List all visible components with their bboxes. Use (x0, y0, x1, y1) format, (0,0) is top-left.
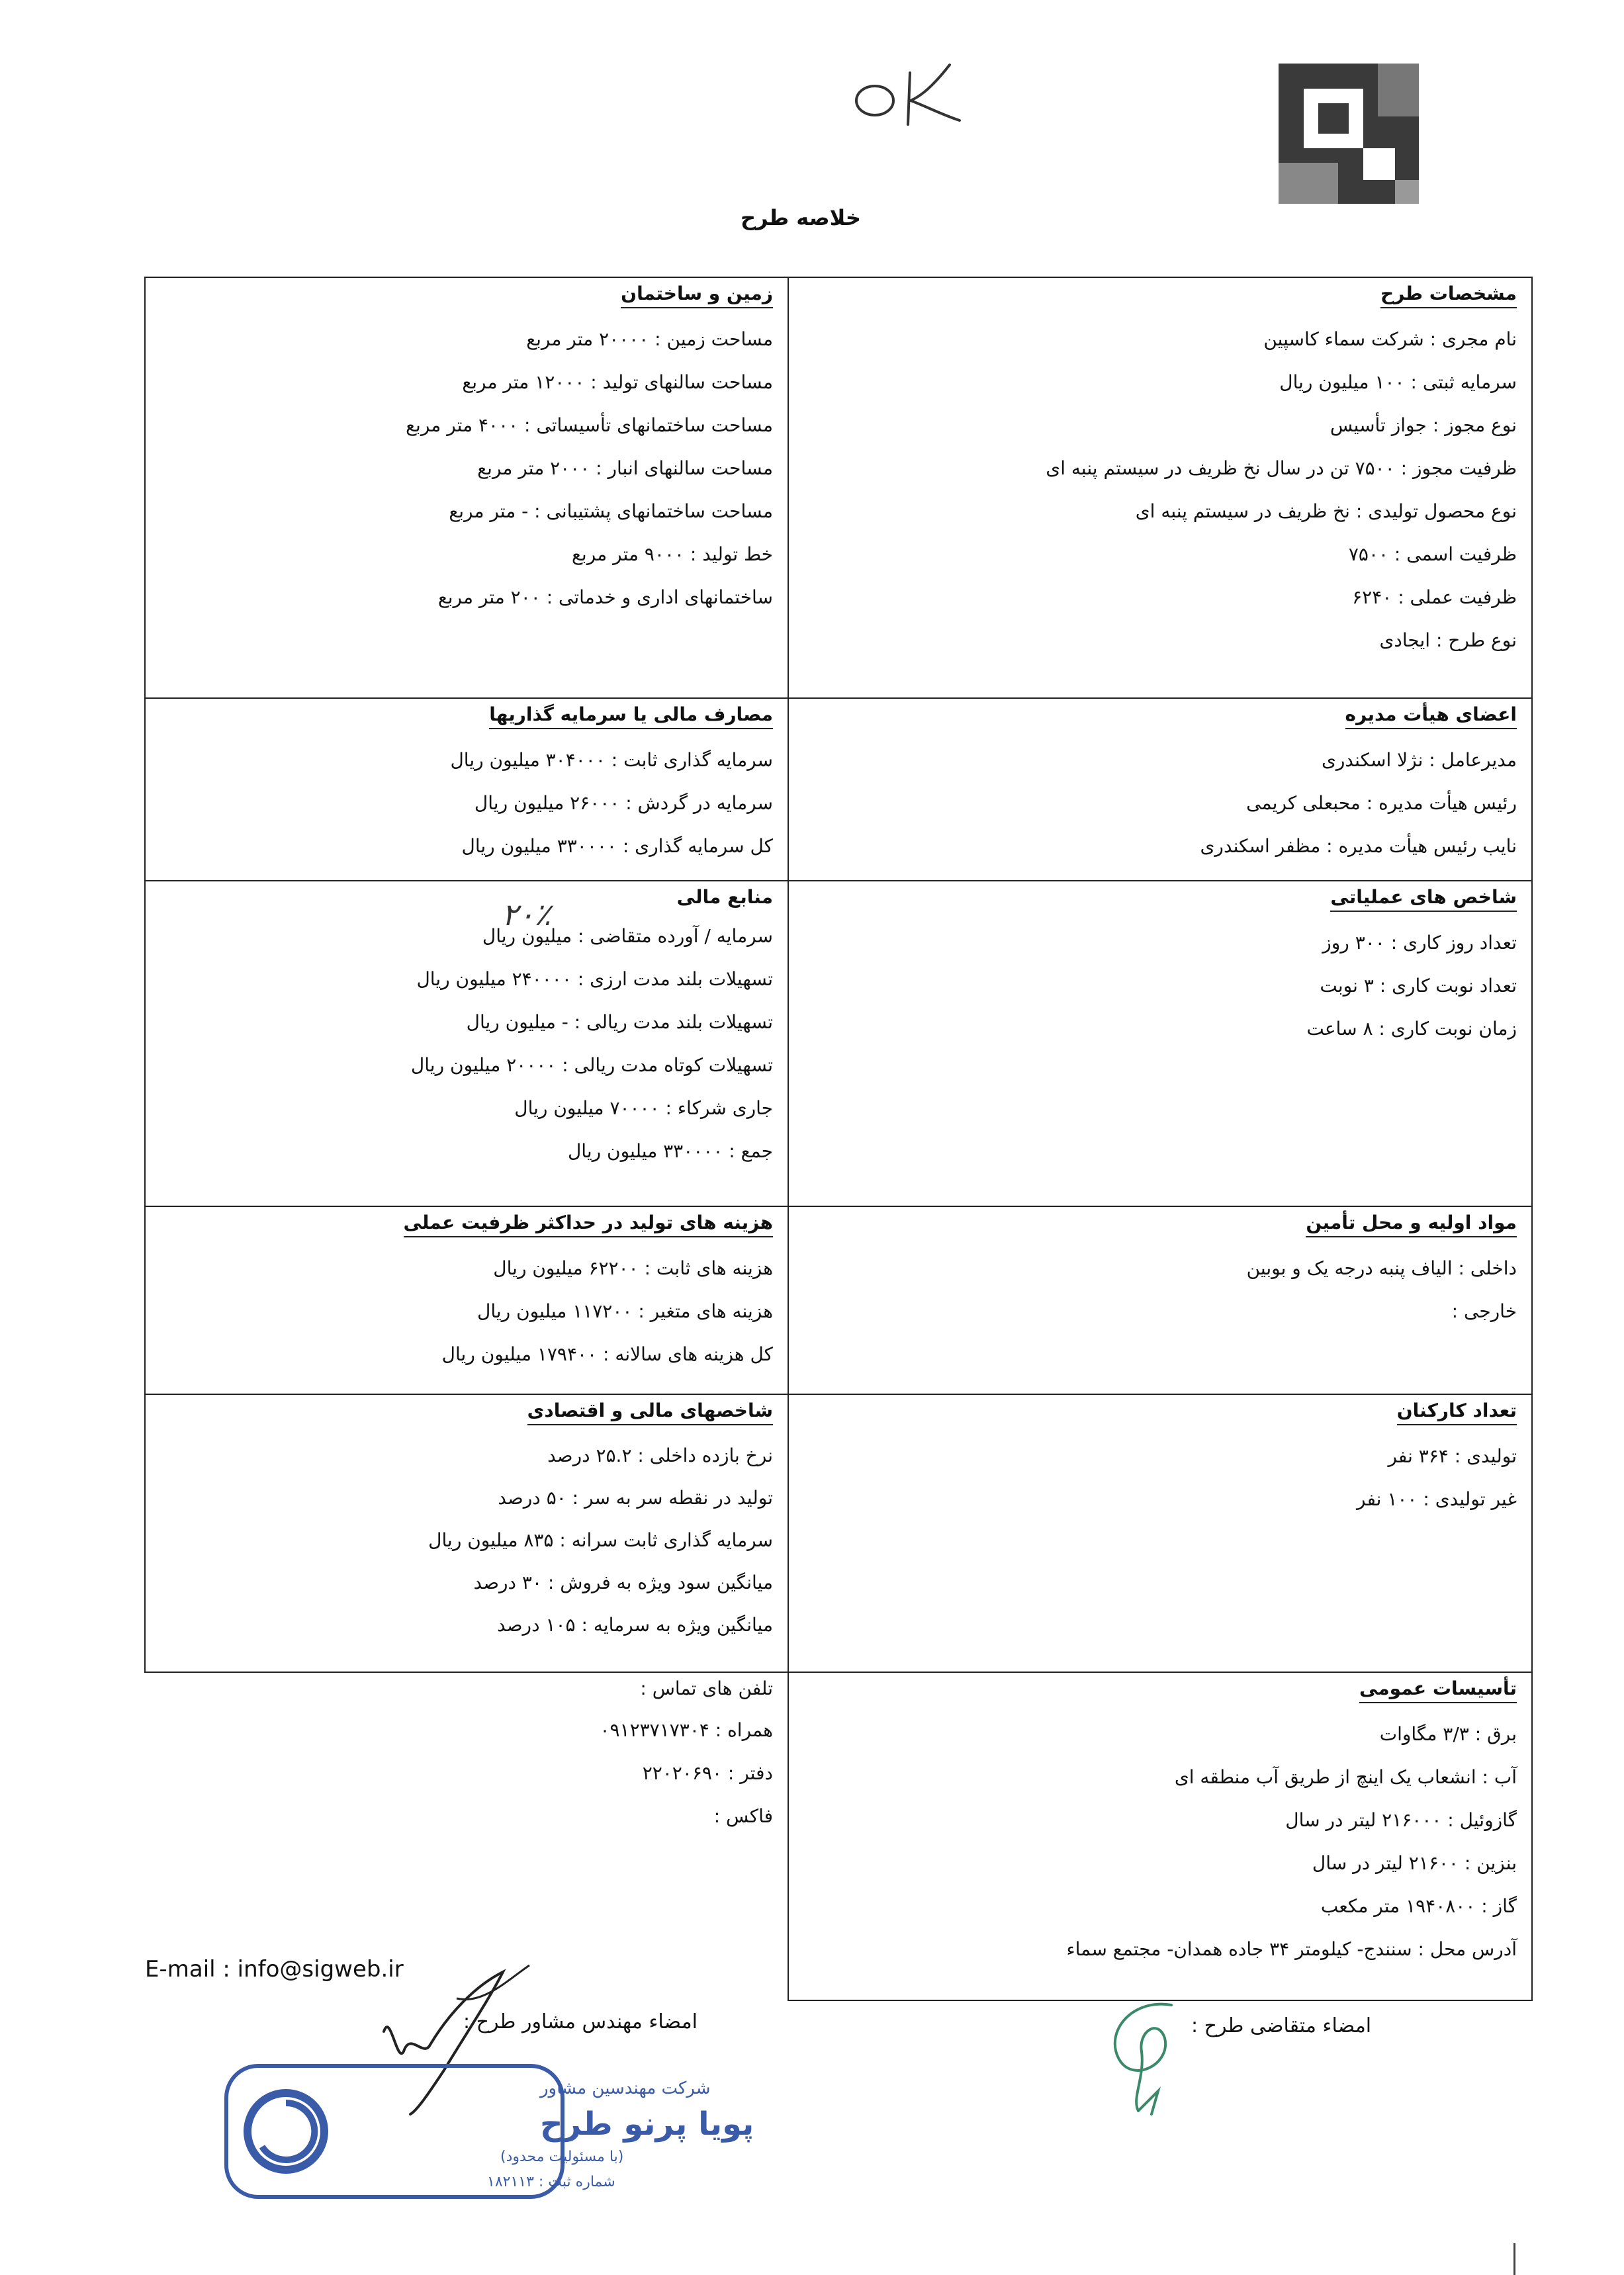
stamp-line-3: (با مسئولیت محدود) (500, 2149, 624, 2165)
utilities-line: آدرس محل : سنندج- کیلومتر ۳۴ جاده همدان- مجتمع سماء (1066, 1938, 1517, 1960)
contacts-cell (145, 1672, 788, 2000)
utilities-cell (788, 1672, 1532, 2000)
stamp-line-1: شرکت مهندسین مشاور (540, 2078, 711, 2098)
funding-heading: منابع مالی (676, 886, 773, 908)
production-costs-heading: هزینه های تولید در حداکثر ظرفیت عملی (404, 1214, 773, 1237)
board-cell (788, 698, 1532, 881)
board-line: رئیس هیأت مدیره : محبعلی کریمی (1246, 792, 1517, 814)
plan-spec-line: ظرفیت اسمی : ۷۵۰۰ (1348, 543, 1517, 565)
handwritten-percent-note (495, 892, 574, 938)
contacts-line: فاکس : (713, 1805, 773, 1827)
financial-indicators-heading: شاخصهای مالی و اقتصادی (527, 1402, 773, 1425)
funding-line: تسهیلات کوتاه مدت ریالی : ۲۰۰۰۰ میلیون ریال (410, 1054, 773, 1076)
utilities-heading: تأسیسات عمومی (1359, 1679, 1517, 1703)
investment-line: سرمایه در گردش : ۲۶۰۰۰ میلیون ریال (474, 792, 773, 814)
utilities-line: برق : ۳/۳ مگاوات (1379, 1723, 1517, 1745)
contacts-line: دفتر : ۲۲۰۲۰۶۹۰ (642, 1762, 773, 1784)
funding-cell (145, 881, 788, 1206)
board-heading: اعضای هیأت مدیره (1345, 705, 1517, 729)
plan-spec-cell (788, 277, 1532, 698)
production-costs-line: کل هزینه های سالانه : ۱۷۹۴۰۰ میلیون ریال (441, 1343, 773, 1365)
plan-spec-line: نوع طرح : ایجادی (1379, 629, 1517, 651)
company-logo (1279, 64, 1419, 204)
handwritten-ok-mark (847, 60, 966, 132)
plan-spec-line: نوع محصول تولیدی : نخ ظریف در سیستم پنبه ای (1135, 500, 1517, 522)
operations-line: زمان نوبت کاری : ۸ ساعت (1306, 1018, 1517, 1040)
email-text: E-mail : info@sigweb.ir (145, 1956, 404, 1983)
land-building-line: مساحت سالنهای انبار : ۲۰۰۰ متر مربع (477, 457, 773, 479)
production-costs-cell (145, 1206, 788, 1394)
applicant-signature-scribble (1092, 1992, 1204, 2118)
plan-summary-table (144, 277, 1533, 2001)
applicant-signature-label: امضاء متقاضی طرح : (1191, 2014, 1372, 2037)
funding-line: جمع : ۳۳۰۰۰۰ میلیون ریال (567, 1140, 773, 1162)
plan-spec-heading: مشخصات طرح (1380, 285, 1517, 308)
plan-spec-line: نوع مجوز : جواز تأسیس (1330, 414, 1517, 436)
land-building-line: ساختمانهای اداری و خدماتی : ۲۰۰ متر مربع (437, 586, 773, 608)
investment-heading: مصارف مالی یا سرمایه گذاریها (489, 705, 773, 729)
utilities-line: بنزین : ۲۱۶۰۰ لیتر در سال (1312, 1852, 1517, 1874)
investment-line: سرمایه گذاری ثابت : ۳۰۴۰۰۰ میلیون ریال (450, 749, 773, 771)
employees-heading: تعداد کارکنان (1397, 1402, 1517, 1425)
stamp-line-2: پویا پرنو طرح (540, 2106, 754, 2143)
financial-indicators-line: تولید در نقطه سر به سر : ۵۰ درصد (498, 1487, 773, 1509)
financial-indicators-line: نرخ بازده داخلی : ۲۵.۲ درصد (547, 1445, 773, 1466)
plan-spec-line: ظرفیت عملی : ۶۲۴۰ (1352, 586, 1517, 608)
employees-line: تولیدی : ۳۶۴ نفر (1388, 1445, 1517, 1467)
stamp-line-4: شماره ثبت : ۱۸۲۱۱۳ (487, 2174, 615, 2190)
investment-cell (145, 698, 788, 881)
utilities-line: گاز : ۱۹۴۰۸۰۰ متر مکعب (1320, 1895, 1517, 1917)
production-costs-line: هزینه های ثابت : ۶۲۲۰۰ میلیون ریال (493, 1257, 773, 1279)
land-building-line: خط تولید : ۹۰۰۰ متر مربع (572, 543, 773, 565)
financial-indicators-line: میانگین ویژه به سرمایه : ۱۰۵ درصد (497, 1614, 773, 1636)
consultant-signature-label: امضاء مهندس مشاور طرح : (463, 2010, 698, 2033)
plan-spec-line: ظرفیت مجوز : ۷۵۰۰ تن در سال نخ ظریف در سیستم پنبه ای (1046, 457, 1517, 479)
handwritten-note-text: ۲۰٪ (502, 897, 551, 932)
investment-line: کل سرمایه گذاری : ۳۳۰۰۰۰ میلیون ریال (461, 835, 773, 857)
funding-line: تسهیلات بلند مدت ارزی : ۲۴۰۰۰۰ میلیون ریال (416, 968, 773, 990)
utilities-line: آب : انشعاب یک اینچ از طریق آب منطقه ای (1174, 1766, 1517, 1788)
land-building-heading: زمین و ساختمان (621, 285, 773, 308)
funding-line: جاری شرکاء : ۷۰۰۰۰ میلیون ریال (514, 1097, 773, 1119)
production-costs-line: هزینه های متغیر : ۱۱۷۲۰۰ میلیون ریال (477, 1300, 773, 1322)
land-building-line: مساحت زمین : ۲۰۰۰۰ متر مربع (526, 328, 773, 350)
materials-cell (788, 1206, 1532, 1394)
financial-indicators-cell (145, 1394, 788, 1672)
document-title: خلاصه طرح (741, 205, 861, 230)
contacts-heading: تلفن های تماس : (640, 1677, 773, 1699)
financial-indicators-line: میانگین سود ویژه به فروش : ۳۰ درصد (473, 1572, 773, 1593)
board-line: نایب رئیس هیأت مدیره : مظفر اسکندری (1200, 835, 1517, 857)
land-building-line: مساحت ساختمانهای پشتیبانی : - متر مربع (449, 500, 773, 522)
company-stamp (222, 2062, 754, 2201)
plan-spec-line: سرمایه ثبتی : ۱۰۰ میلیون ریال (1279, 371, 1517, 393)
scan-edge-mark (1513, 2243, 1515, 2275)
materials-line: داخلی : الیاف پنبه درجه یک و بوبین (1246, 1257, 1517, 1279)
employees-line: غیر تولیدی : ۱۰۰ نفر (1357, 1488, 1517, 1510)
materials-line: خارجی : (1451, 1300, 1517, 1322)
land-building-line: مساحت ساختمانهای تأسیساتی : ۴۰۰۰ متر مربع (406, 414, 773, 436)
operations-heading: شاخص های عملیاتی (1330, 888, 1517, 912)
board-line: مدیرعامل : نژلا اسکندری (1321, 749, 1517, 771)
operations-line: تعداد روز کاری : ۳۰۰ روز (1322, 932, 1517, 954)
plan-spec-line: نام مجری : شرکت سماء کاسپین (1263, 328, 1517, 350)
operations-cell (788, 881, 1532, 1206)
land-building-line: مساحت سالنهای تولید : ۱۲۰۰۰ متر مربع (462, 371, 773, 393)
employees-cell (788, 1394, 1532, 1672)
materials-heading: مواد اولیه و محل تأمین (1306, 1214, 1517, 1237)
contacts-line: همراه : ۰۹۱۲۳۷۱۷۳۰۴ (600, 1719, 773, 1741)
financial-indicators-line: سرمایه گذاری ثابت سرانه : ۸۳۵ میلیون ریال (428, 1529, 773, 1551)
funding-line: سرمایه / آورده متقاضی : میلیون ریال (482, 925, 773, 947)
funding-line: تسهیلات بلند مدت ریالی : - میلیون ریال (466, 1011, 773, 1033)
operations-line: تعداد نوبت کاری : ۳ نوبت (1320, 975, 1517, 997)
land-building-cell (145, 277, 788, 698)
utilities-line: گازوئیل : ۲۱۶۰۰۰ لیتر در سال (1285, 1809, 1517, 1831)
